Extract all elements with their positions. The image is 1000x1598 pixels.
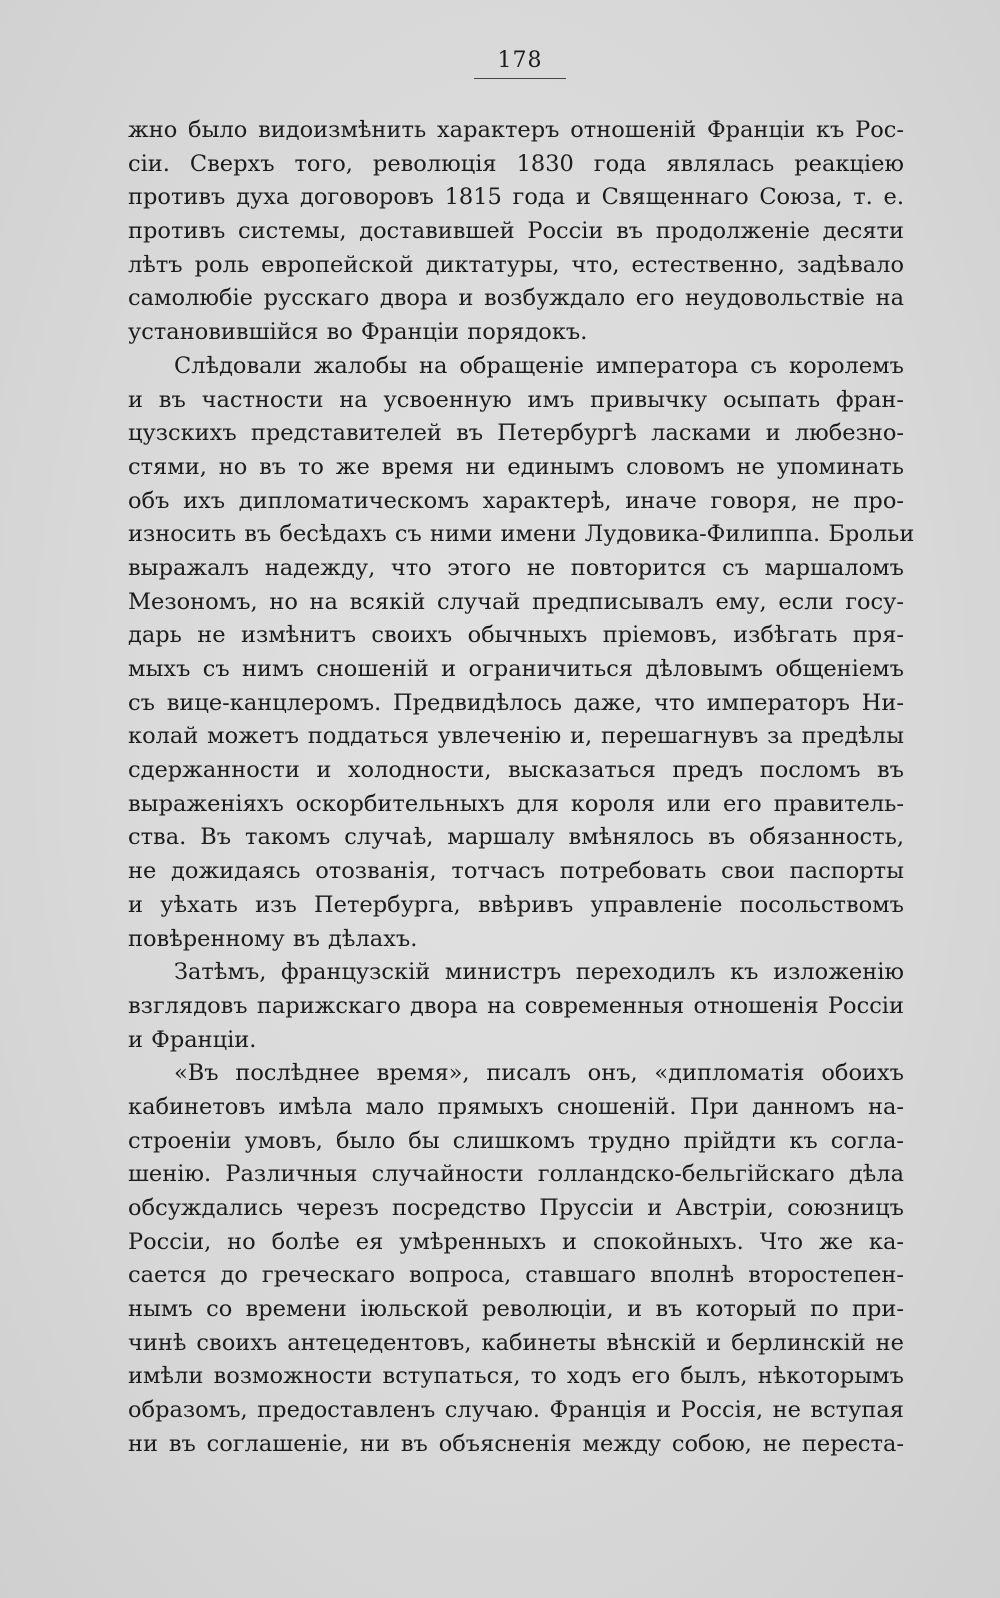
- text-line: обсуждались черезъ посредство Пруссіи и Австріи, союзницъ: [128, 1195, 904, 1221]
- text-line: Мезономъ, но на всякій случай предписывалъ ему, если госу-: [128, 588, 904, 615]
- text-line: сдержанности и холодности, высказаться предъ посломъ въ: [128, 757, 904, 784]
- text-line: выраженіяхъ оскорбительныхъ для короля или его правитель-: [128, 790, 904, 817]
- text-line: лѣтъ роль европейской диктатуры, что, естественно, задѣвало: [128, 251, 904, 278]
- text-line: шенію. Различныя случайности голландско-бельгійскаго дѣла: [128, 1161, 904, 1188]
- text-line: выражалъ надежду, что этого не повторится съ маршаломъ: [128, 554, 904, 581]
- text-line: кабинетовъ имѣла мало прямыхъ сношеній. При данномъ на-: [128, 1093, 904, 1120]
- text-line: имѣли возможности вступаться, то ходъ его былъ, нѣкоторымъ: [128, 1363, 904, 1390]
- text-line: чинѣ своихъ антецедентовъ, кабинеты вѣнскій и берлинскій не: [128, 1329, 904, 1356]
- text-line: цузскихъ представителей въ Петербургѣ ласками и любезно-: [128, 420, 904, 447]
- text-line: образомъ, предоставленъ случаю. Франція и Россія, не вступая: [128, 1397, 904, 1424]
- text-line: нымъ со времени іюльской революціи, и въ который по при-: [128, 1296, 904, 1323]
- text-line: мыхъ съ нимъ сношеній и ограничиться дѣловымъ общеніемъ: [128, 656, 904, 682]
- text-line: износить въ бесѣдахъ съ ними имени Лудовика-Филиппа. Брольи: [128, 521, 915, 548]
- text-line: колай можетъ поддаться увлеченію и, перешагнувъ за предѣлы: [128, 723, 904, 750]
- text-line: Слѣдовали жалобы на обращеніе императора съ королемъ: [174, 352, 904, 379]
- text-line: повѣренному въ дѣлахъ.: [128, 925, 418, 952]
- text-line: Россіи, но болѣе ея умѣренныхъ и спокойныхъ. Что же ка-: [128, 1228, 904, 1255]
- text-line: сается до греческаго вопроса, ставшаго вполнѣ второстепен-: [128, 1262, 904, 1289]
- text-line: и Франціи.: [128, 1026, 257, 1053]
- text-line: взглядовъ парижскаго двора на современныя отношенія Россіи: [128, 992, 904, 1019]
- page-number: 178: [474, 46, 566, 79]
- text-line: стями, но въ то же время ни единымъ словомъ не упоминать: [128, 453, 904, 480]
- text-line: съ вице-канцлеромъ. Предвидѣлось даже, что императоръ Ни-: [128, 689, 904, 716]
- text-line: дарь не измѣнитъ своихъ обычныхъ пріемовъ, избѣгать пря-: [128, 622, 904, 649]
- text-line: противъ духа договоровъ 1815 года и Священнаго Союза, т. е.: [128, 184, 904, 211]
- text-line: противъ системы, доставившей Россіи въ продолженіе десяти: [128, 218, 904, 245]
- text-line: и уѣхать изъ Петербурга, ввѣривъ управленіе посольствомъ: [128, 891, 904, 918]
- text-line: строеніи умовъ, было бы слишкомъ трудно прійдти къ согла-: [128, 1127, 904, 1154]
- text-line: не дожидаясь отозванія, тотчасъ потребовать свои паспорты: [128, 858, 904, 885]
- text-line: сіи. Сверхъ того, революція 1830 года являлась реакціею: [128, 150, 904, 177]
- text-line: ства. Въ такомъ случаѣ, маршалу вмѣнялось въ обязанность,: [128, 824, 904, 851]
- text-line: Затѣмъ, французскій министръ переходилъ къ изложенію: [174, 959, 904, 986]
- text-line: самолюбіе русскаго двора и возбуждало его неудовольствіе на: [128, 285, 904, 312]
- body-text: [128, 114, 915, 1462]
- text-line: и въ частности на усвоенную имъ привычку осыпать фран-: [128, 386, 904, 413]
- text-line: «Въ послѣднее время», писалъ онъ, «дипломатія обоихъ: [174, 1060, 904, 1087]
- text-line: установившійся во Франціи порядокъ.: [128, 319, 588, 346]
- text-line: жно было видоизмѣнить характеръ отношеній Франціи къ Рос-: [128, 117, 904, 143]
- text-line: ни въ соглашеніе, ни въ объясненія между собою, не переста-: [128, 1430, 904, 1457]
- text-line: объ ихъ дипломатическомъ характерѣ, иначе говоря, не про-: [128, 487, 904, 514]
